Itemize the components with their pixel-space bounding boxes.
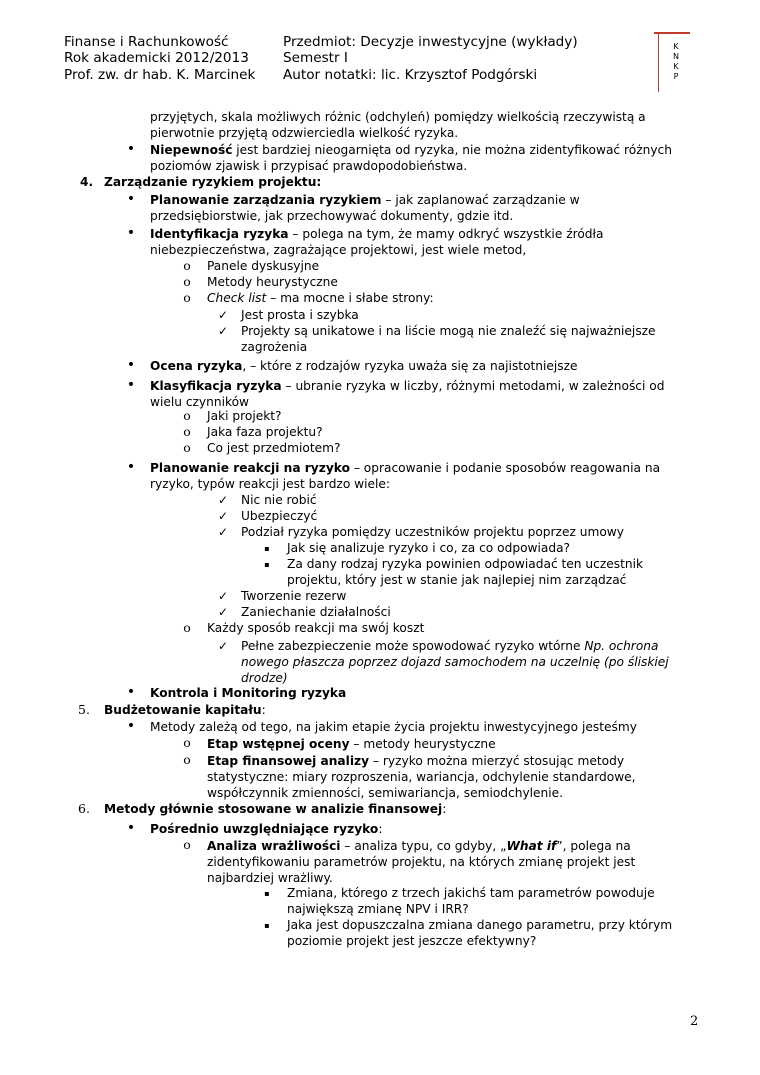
bullet-marker: •: [126, 357, 136, 373]
bullet-marker: •: [126, 459, 136, 475]
header-left: [64, 34, 255, 83]
list-item: Jest prosta i szybka: [241, 308, 359, 322]
circle-marker: o: [183, 837, 191, 852]
list-item: Check list – ma mocne i słabe strony:: [207, 291, 434, 305]
list-item: Ubezpieczyć: [241, 509, 318, 523]
list-item: Identyfikacja ryzyka – polega na tym, że mamy odkryć wszystkie źródła: [150, 227, 604, 241]
circle-marker: o: [183, 440, 191, 455]
text-line: niebezpieczeństwa, zagrażające projektowi, jest wiele metod,: [150, 243, 527, 257]
text-line: statystyczne: miary rozproszenia, wariancja, odchylenie standardowe,: [207, 770, 636, 784]
text-line: zagrożenia: [241, 340, 308, 354]
square-marker: ▪: [264, 544, 270, 553]
check-icon: ✓: [217, 493, 229, 507]
list-item: Kontrola i Monitoring ryzyka: [150, 686, 347, 700]
list-item: Każdy sposób reakcji ma swój koszt: [207, 621, 425, 635]
logo-letters: K N K P: [673, 42, 679, 81]
circle-marker: o: [183, 258, 191, 273]
bullet-marker: •: [126, 225, 136, 241]
logo-side-line: [658, 34, 659, 92]
text-line: współczynnik zmienności, semiwariancja, semiodchylenie.: [207, 786, 564, 800]
text-line: poziomów zjawisk i przypisać prawdopodobieństwa.: [150, 159, 468, 173]
check-icon: ✓: [217, 639, 229, 653]
text-line: najbardziej wrażliwy.: [207, 871, 333, 885]
text-line: przyjętych, skala możliwych różnic (odchyleń) pomiędzy wielkością rzeczywistą a: [150, 110, 646, 124]
circle-marker: o: [183, 620, 191, 635]
list-item: Co jest przedmiotem?: [207, 441, 341, 455]
list-item: Za dany rodzaj ryzyka powinien odpowiadać ten uczestnik: [287, 557, 644, 571]
bullet-marker: •: [126, 820, 136, 836]
section-number-5: 5.: [78, 702, 90, 717]
section-title-6: Metody głównie stosowane w analizie finansowej:: [104, 802, 447, 816]
text-line: przedsiębiorstwie, jak przechowywać dokumenty, gdzie itd.: [150, 209, 514, 223]
header-author: Autor notatki: lic. Krzysztof Podgórski: [283, 66, 538, 83]
page-number: 2: [690, 1014, 699, 1029]
check-icon: ✓: [217, 308, 229, 322]
list-item: Zaniechanie działalności: [241, 605, 391, 619]
square-marker: ▪: [264, 921, 270, 930]
list-item: Projekty są unikatowe i na liście mogą nie znaleźć się najważniejsze: [241, 324, 656, 338]
list-item: Metody zależą od tego, na jakim etapie życia projektu inwestycyjnego jesteśmy: [150, 720, 637, 734]
section-heading-4: 4.: [80, 175, 94, 189]
circle-marker: o: [183, 274, 191, 289]
header-semester: Semestr I: [283, 50, 348, 67]
text-line: drodze): [241, 671, 288, 685]
circle-marker: o: [183, 735, 191, 750]
text-line: największą zmianę NPV i IRR?: [287, 902, 469, 916]
list-item: Nic nie robić: [241, 493, 317, 507]
section-title-4: Zarządzanie ryzykiem projektu:: [104, 175, 322, 189]
text-line: projektu, który jest w stanie jak najlepiej nim zarządzać: [287, 573, 627, 587]
square-marker: ▪: [264, 889, 270, 898]
list-item: Jaki projekt?: [207, 409, 282, 423]
list-item: Planowanie reakcji na ryzyko – opracowanie i podanie sposobów reagowania na: [150, 461, 661, 475]
list-item: Jaka jest dopuszczalna zmiana danego parametru, przy którym: [287, 918, 673, 932]
bullet-marker: •: [126, 718, 136, 734]
header-year: Rok akademicki 2012/2013: [64, 50, 249, 67]
bullet-marker: •: [126, 191, 136, 207]
list-item: Jak się analizuje ryzyko i co, za co odpowiada?: [287, 541, 571, 555]
text-line: ryzyko, typów reakcji jest bardzo wiele:: [150, 477, 390, 491]
list-item: Etap wstępnej oceny – metody heurystyczne: [207, 737, 496, 751]
text-line: nowego płaszcza poprzez dojazd samochodem na uczelnię (po śliskiej: [241, 655, 669, 669]
list-item: Metody heurystyczne: [207, 275, 338, 289]
text-line: poziomie projekt jest jeszcze efektywny?: [287, 934, 537, 948]
bullet-marker: •: [126, 684, 136, 700]
check-icon: ✓: [217, 589, 229, 603]
check-icon: ✓: [217, 509, 229, 523]
list-item: Pełne zabezpieczenie może spowodować ryzyko wtórne Np. ochrona: [241, 639, 659, 653]
text-line: pierwotnie przyjętą odzwierciedla wielkość ryzyka.: [150, 126, 459, 140]
bullet-marker: •: [126, 141, 136, 157]
section-number-6: 6.: [78, 801, 90, 816]
circle-marker: o: [183, 408, 191, 423]
list-item: Analiza wrażliwości – analiza typu, co gdyby, „What if”, polega na: [207, 839, 631, 853]
header-subject: Przedmiot: Decyzje inwestycyjne (wykłady): [283, 34, 578, 50]
text-line: wielu czynników: [150, 395, 250, 409]
list-item: Podział ryzyka pomiędzy uczestników projektu poprzez umowy: [241, 525, 624, 539]
list-item: Jaka faza projektu?: [207, 425, 323, 439]
square-marker: ▪: [264, 560, 270, 569]
list-item: Panele dyskusyjne: [207, 259, 320, 273]
check-icon: ✓: [217, 324, 229, 338]
list-item: Planowanie zarządzania ryzykiem – jak zaplanować zarządzanie w: [150, 193, 580, 207]
circle-marker: o: [183, 424, 191, 439]
list-item: Pośrednio uwzględniające ryzyko:: [150, 822, 383, 836]
circle-marker: o: [183, 752, 191, 767]
header-professor: Prof. zw. dr hab. K. Marcinek: [64, 66, 256, 83]
list-item: Etap finansowej analizy – ryzyko można mierzyć stosując metody: [207, 754, 625, 768]
list-item: Niepewność jest bardziej nieogarnięta od ryzyka, nie można zidentyfikować różnych: [150, 143, 672, 157]
check-icon: ✓: [217, 525, 229, 539]
section-title-5: Budżetowanie kapitału:: [104, 703, 266, 717]
check-icon: ✓: [217, 605, 229, 619]
circle-marker: o: [183, 290, 191, 305]
list-item: Zmiana, którego z trzech jakichś tam parametrów powoduje: [287, 886, 655, 900]
knkp-logo: [654, 30, 690, 92]
list-item: Ocena ryzyka, – które z rodzajów ryzyka uważa się za najistotniejsze: [150, 359, 578, 373]
bullet-marker: •: [126, 377, 136, 393]
list-item: Tworzenie rezerw: [241, 589, 347, 603]
header-faculty: Finanse i Rachunkowość: [64, 34, 229, 50]
logo-top-bar: [654, 32, 690, 34]
text-line: zidentyfikowaniu parametrów projektu, na których zmianę projekt jest: [207, 855, 636, 869]
list-item: Klasyfikacja ryzyka – ubranie ryzyka w liczby, różnymi metodami, w zależności od: [150, 379, 665, 393]
header-right: [283, 34, 578, 83]
